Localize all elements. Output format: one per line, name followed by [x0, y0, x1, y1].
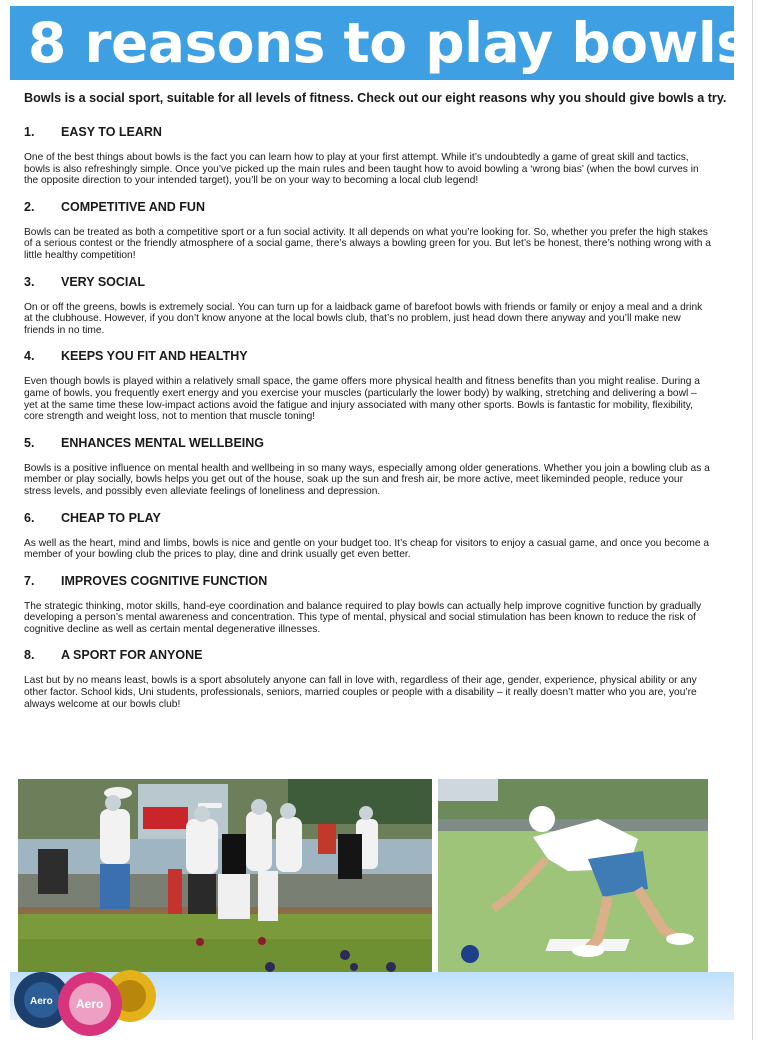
bowls-graphic: [12, 964, 172, 1040]
reason-title: IMPROVES COGNITIVE FUNCTION: [61, 573, 268, 588]
photo-bowler-delivering: [438, 779, 708, 973]
reason-heading: [24, 348, 712, 364]
page-title: 8 reasons to play bowls: [28, 11, 749, 75]
reason-number: 2.: [24, 199, 35, 214]
photo-group-players: [18, 779, 432, 973]
reason-number: 8.: [24, 648, 35, 663]
title-banner: [10, 6, 749, 80]
reason-body: Bowls can be treated as both a competitive sport or a fun social activity. It all depends on what you’re looking for. So, whether you prefer the high stakes of a serious contest or the friendly atmosphere of a social game, there’s always a bowling green for you. But let’s be honest, there’s nothing wrong with a little healthy competition!: [24, 226, 711, 261]
reason-heading: [24, 435, 712, 451]
reason-3: [24, 274, 712, 337]
reason-body: Last but by no means least, bowls is a sport absolutely anyone can fall in love with, regardless of their age, gender, experience, physical ability or any other factor. School kids, Uni students, professionals, seniors, married couples or people with a disability – it really doesn’t matter who you are, you’re always welcome at our bowls club!: [24, 675, 697, 710]
reason-title: KEEPS YOU FIT AND HEALTHY: [61, 349, 248, 364]
reason-body: As well as the heart, mind and limbs, bowls is nice and gentle on your budget too. It’s cheap for visitors to enjoy a casual game, and once you become a member of your bowling club the prices to play, dine and drink usually get even better.: [24, 537, 710, 561]
reason-heading: [24, 124, 712, 140]
page-edge: [752, 0, 753, 1040]
reason-title: ENHANCES MENTAL WELLBEING: [61, 435, 265, 450]
reason-5: [24, 435, 712, 498]
reason-1: [24, 124, 712, 187]
reason-number: 4.: [24, 349, 35, 364]
reason-heading: [24, 274, 712, 290]
reason-7: [24, 573, 712, 636]
reason-body: Bowls is a positive influence on mental health and wellbeing in so many ways, especially among older generations. Whether you join a bowling club as a member or play socially, bowls helps you get out of the house, soak up the sun and fresh air, be more active, meet likeminded people, reduce your stress levels, and possibly even alleviate feelings of loneliness and depression.: [24, 462, 710, 497]
reason-number: 1.: [24, 125, 35, 139]
reason-title: A SPORT FOR ANYONE: [61, 648, 203, 663]
reason-heading: [24, 510, 712, 526]
reason-title: COMPETITIVE AND FUN: [61, 199, 205, 214]
reason-4: [24, 348, 712, 422]
bowl-brand-text: Aero: [76, 997, 104, 1011]
reason-body: On or off the greens, bowls is extremely social. You can turn up for a laidback game of barefoot bowls with friends or family or enjoy a meal and a drink at the clubhouse. However, if you don’t know anyone at the local bowls club, that’s no problem, just head down there anyway and you’ll make new friends in no time.: [24, 301, 703, 336]
reason-heading: [24, 573, 712, 589]
reason-heading: [24, 647, 712, 663]
reason-6: [24, 510, 712, 561]
intro-text: Bowls is a social sport, suitable for all levels of fitness. Check out our eight reasons why you should give bowls a try.: [24, 91, 727, 105]
reason-number: 6.: [24, 510, 35, 525]
reason-body: One of the best things about bowls is the fact you can learn how to play at your first attempt. While it’s undoubtedly a game of great skill and tactics, bowls is also refreshingly simple. Once you’ve picked up the main rules and been taught how to avoid bowling a ‘wrong bias’ (when the bowl curves in the opposite direction to your intended target), you’ll be on your way to becoming a local club legend!: [24, 152, 699, 187]
reason-number: 7.: [24, 573, 35, 588]
reason-heading: [24, 199, 712, 215]
reason-number: 5.: [24, 435, 35, 450]
reason-body: Even though bowls is played within a relatively small space, the game offers more physical health and fitness benefits than you might realise. During a game of bowls, you frequently exert energy and you exercise your muscles (particularly the lower body) by walking, stretching and delivering a bowl – yet at the same time these low-impact actions avoid the fatigue and injury associated with many other sports. Bowls is fantastic for mobility, flexibility, core strength and weight loss, not to mention that muscle toning!: [24, 376, 700, 423]
reason-number: 3.: [24, 274, 35, 289]
reason-8: [24, 647, 712, 710]
bowl-brand-text: Aero: [30, 996, 53, 1007]
reason-title: CHEAP TO PLAY: [61, 510, 161, 525]
reason-title: EASY TO LEARN: [61, 125, 162, 139]
reasons-list: [24, 124, 712, 722]
reason-2: [24, 199, 712, 262]
reason-title: VERY SOCIAL: [61, 274, 146, 289]
reason-body: The strategic thinking, motor skills, hand-eye coordination and balance required to play bowls can actually help improve cognitive function by gradually developing a person’s mental awareness and concentration. This type of mental, physical and social stimulation has been known to reduce the risk of cognitive decline as well as certain mental degenerative illnesses.: [24, 600, 702, 635]
